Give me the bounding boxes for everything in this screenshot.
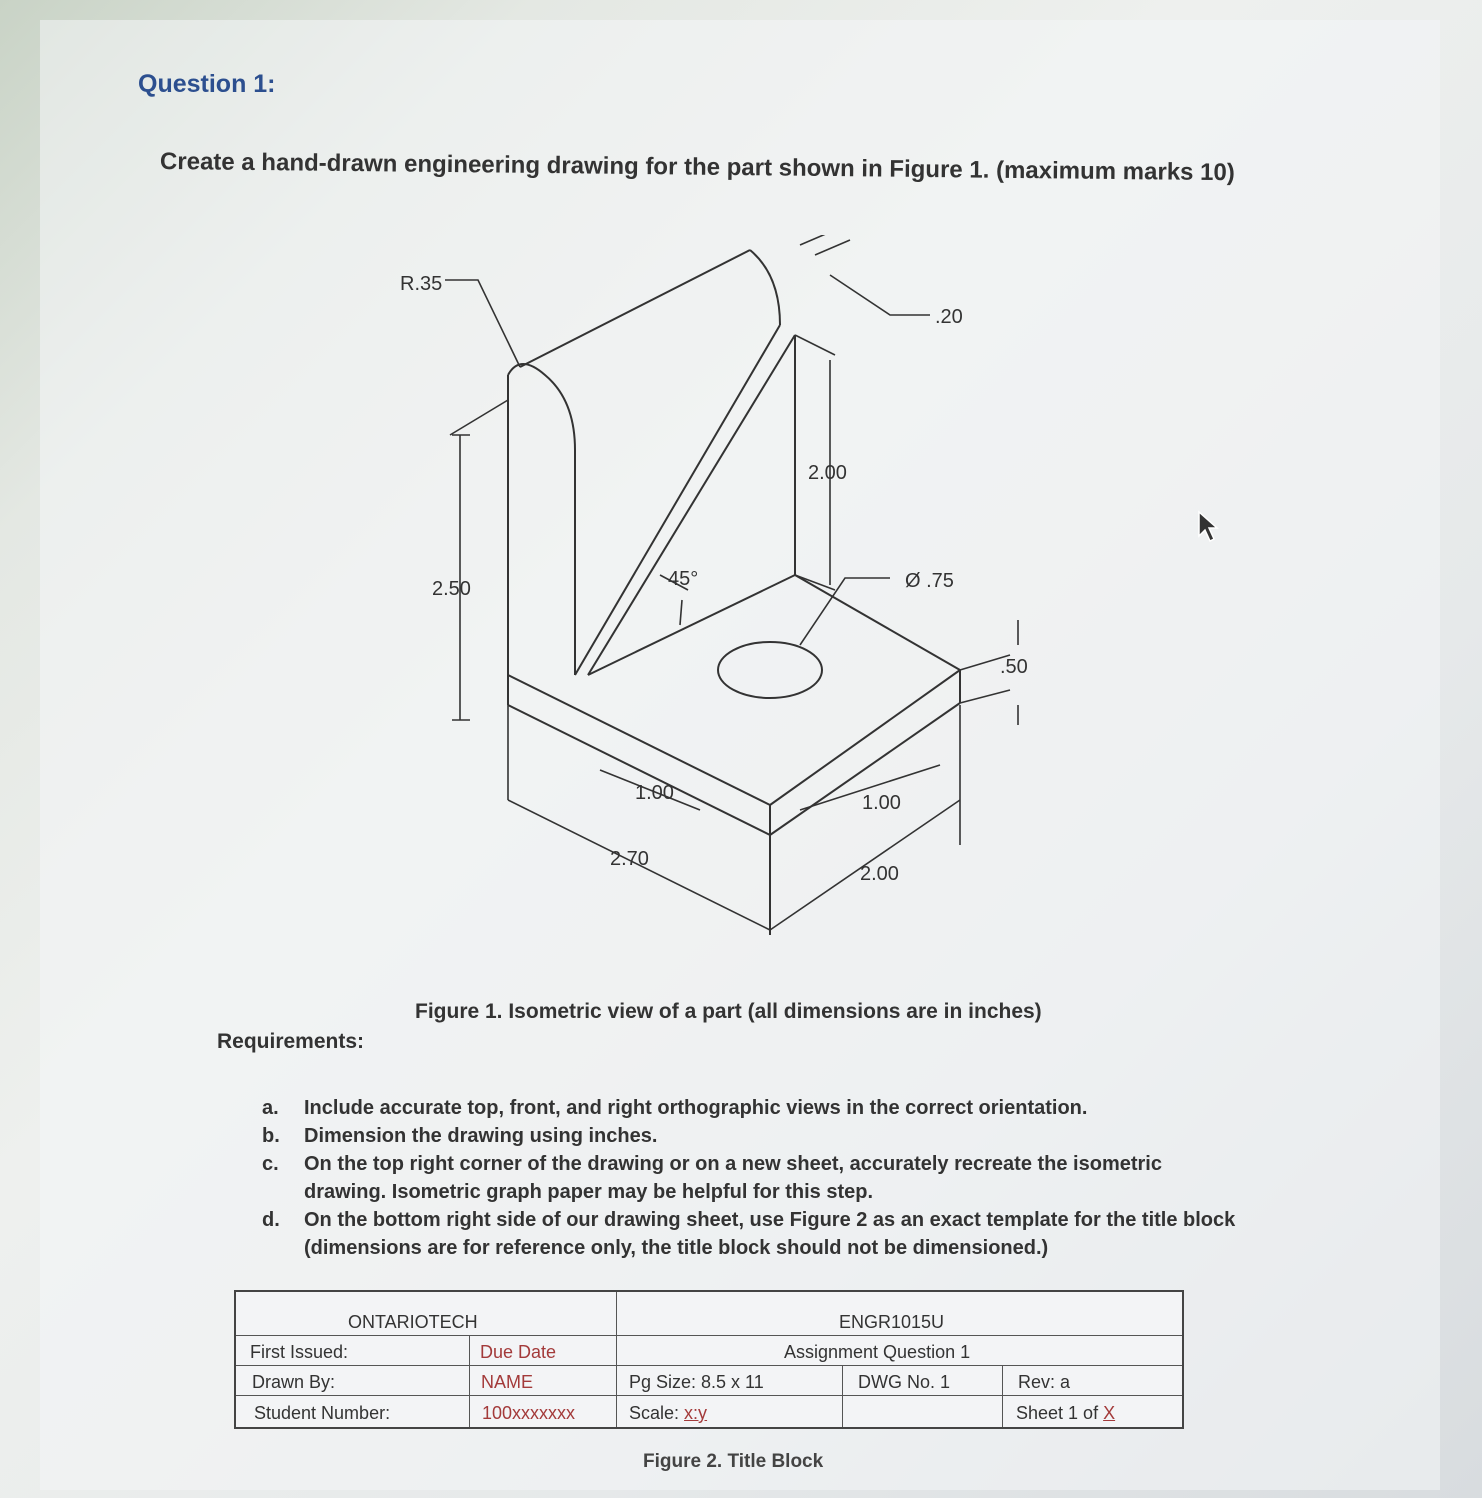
- tb-scale-value: x:y: [684, 1403, 708, 1423]
- requirement-text: On the top right corner of the drawing or on a new sheet, accurately recreate the isometric drawing. Isometric graph paper may be helpful for this step.: [304, 1153, 1162, 1203]
- tb-rev: Rev: a: [1018, 1372, 1071, 1392]
- dim-angle: 45°: [668, 568, 699, 590]
- dim-base-thickness: .50: [1000, 656, 1028, 678]
- mouse-cursor-icon: [1195, 510, 1221, 544]
- requirement-text: Dimension the drawing using inches.: [304, 1125, 658, 1147]
- tb-drawn-by-label: Drawn By:: [252, 1372, 336, 1392]
- tb-scale-label: Scale:: [629, 1403, 680, 1423]
- tb-student-number-value: 100xxxxxxx: [482, 1403, 576, 1423]
- dim-hole-offset-right: 1.00: [862, 792, 901, 814]
- tb-divider: [1002, 1365, 1003, 1427]
- dim-length: 2.70: [610, 848, 649, 870]
- tb-divider: [616, 1292, 617, 1427]
- requirement-item: [262, 1150, 1242, 1206]
- requirement-letter: b.: [262, 1125, 280, 1147]
- dim-hole-offset-left: 1.00: [635, 782, 674, 804]
- base-top-right: [770, 670, 960, 805]
- tb-divider: [469, 1335, 470, 1427]
- plate-front-arc: [508, 364, 575, 675]
- title-block: [234, 1290, 1184, 1429]
- plate-back-arc: [750, 250, 780, 325]
- tb-first-issued-label: First Issued:: [250, 1342, 349, 1362]
- dim-rib-height: 2.00: [808, 462, 847, 484]
- tb-page-size: Pg Size: 8.5 x 11: [629, 1372, 764, 1392]
- tb-student-number-label: Student Number:: [254, 1403, 391, 1423]
- dim-hole-diameter: Ø .75: [905, 570, 954, 592]
- requirement-letter: c.: [262, 1153, 279, 1175]
- question-instruction: Create a hand-drawn engineering drawing for the part shown in Figure 1. (maximum marks 10): [159, 148, 1235, 187]
- dim-height: 2.50: [432, 578, 471, 600]
- requirement-text: Include accurate top, front, and right orthographic views in the correct orientation.: [304, 1097, 1088, 1119]
- tb-drawn-by-value: NAME: [481, 1372, 534, 1392]
- dim-thickness-top: .20: [935, 306, 963, 328]
- isometric-figure: [360, 235, 1060, 965]
- tb-scale: [629, 1403, 707, 1424]
- tb-course: ENGR1015U: [839, 1312, 945, 1332]
- dim-width: 2.00: [860, 863, 899, 885]
- base-front-bottom: [508, 705, 770, 835]
- tb-divider: [236, 1395, 1182, 1396]
- question-title: Question 1:: [138, 70, 276, 98]
- tb-sheet-value: X: [1103, 1403, 1116, 1423]
- figure2-caption: Figure 2. Title Block: [643, 1451, 824, 1472]
- hole-ellipse: [718, 642, 822, 698]
- tb-org: ONTARIOTECH: [348, 1312, 478, 1332]
- tb-sheet-label: Sheet 1 of: [1016, 1403, 1099, 1423]
- requirement-item: [262, 1122, 1242, 1150]
- tb-first-issued-value: Due Date: [480, 1342, 557, 1362]
- requirement-letter: d.: [262, 1209, 280, 1231]
- requirements-list: [262, 1094, 1242, 1262]
- requirement-item: [262, 1206, 1242, 1262]
- tb-sheet: [1016, 1403, 1115, 1424]
- requirement-text: On the bottom right side of our drawing sheet, use Figure 2 as an exact template for the title block (dimensions are for reference only, the title block should not be dimensioned.): [304, 1209, 1236, 1259]
- dim-radius: R.35: [400, 273, 443, 295]
- tb-divider: [236, 1335, 1182, 1336]
- tb-dwg-no: DWG No. 1: [858, 1372, 951, 1392]
- tb-assignment: Assignment Question 1: [784, 1342, 971, 1362]
- tb-divider: [236, 1365, 1182, 1366]
- figure1-caption: Figure 1. Isometric view of a part (all dimensions are in inches): [415, 1000, 1042, 1023]
- plate-top-edge: [520, 250, 750, 367]
- requirement-letter: a.: [262, 1097, 279, 1119]
- rib-line-1: [575, 325, 780, 675]
- requirement-item: [262, 1094, 1242, 1122]
- requirements-title: Requirements:: [217, 1030, 365, 1053]
- tb-divider: [842, 1365, 843, 1427]
- base-right-bottom: [770, 703, 960, 835]
